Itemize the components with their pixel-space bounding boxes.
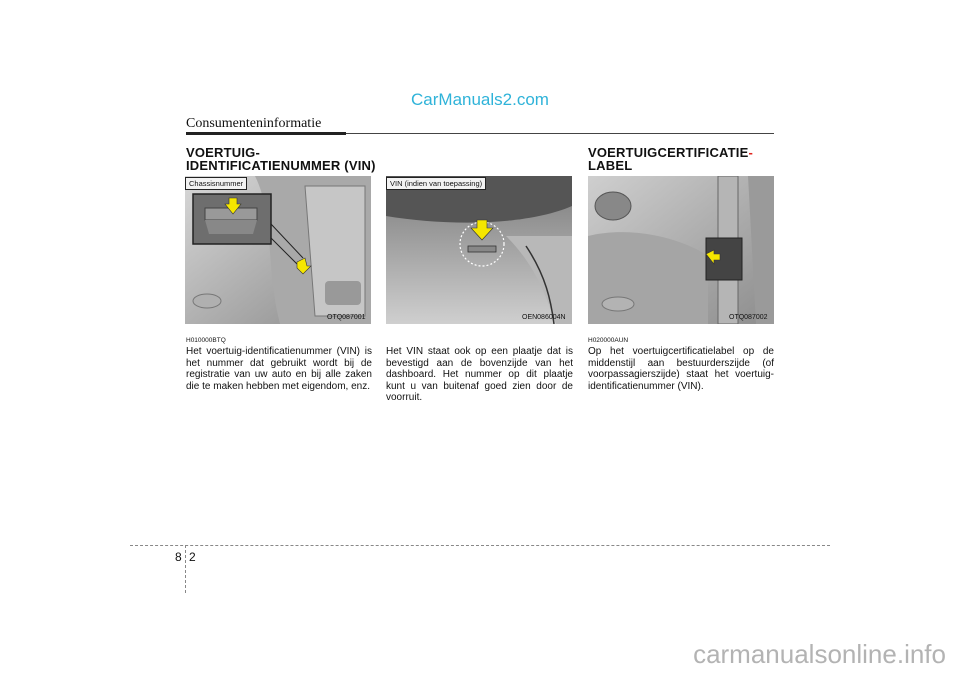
title-bar-thin: [346, 133, 774, 134]
page-number: 2: [189, 550, 196, 564]
paragraph-code-right: H020000AUN: [588, 337, 629, 344]
footer-vertical-rule: [185, 545, 186, 593]
image-code-left: OTQ087001: [327, 314, 366, 321]
image-code-middle: OEN086004N: [522, 314, 566, 321]
footer-dashed-rule: [130, 545, 830, 546]
body-text-right: Op het voertuigcertificatielabel op de middenstijl aan bestuurderszijde (of voorpassagierszijde) staat het voertuig-identificatienummer (VIN).: [588, 346, 774, 392]
paragraph-code-left: H010000BTQ: [186, 337, 226, 344]
heading-cert-line1-text: VOERTUIGCERTIFICATIE: [588, 145, 749, 160]
heading-vin-line2: IDENTIFICATIENUMMER (VIN): [186, 158, 376, 173]
body-text-left: Het voertuig-identificatienummer (VIN) is het nummer dat gebruikt wordt bij de registratie van uw auto en bij alle zaken die te maken hebben met eigendom, enz.: [186, 346, 372, 392]
photo-pillar-label: [588, 176, 774, 324]
photo-label-vin-optional: VIN (indien van toepassing): [386, 177, 486, 190]
section-title: Consumenteninformatie: [186, 116, 322, 131]
heading-certification-label: [588, 146, 753, 172]
photo-dashboard-vin: [386, 176, 572, 324]
watermark-carmanuals2: CarManuals2.com: [411, 90, 549, 109]
heading-vin: [186, 146, 376, 172]
title-bar-thick: [186, 132, 346, 135]
photo-label-chassisnummer: Chassisnummer: [185, 177, 247, 190]
watermark-carmanualsonline: carmanualsonline.info: [693, 639, 946, 669]
heading-cert-line2: LABEL: [588, 158, 633, 173]
body-text-middle: Het VIN staat ook op een plaatje dat is bevestigd aan de bovenzijde van het dashboard. Het nummer op dit plaatje kunt u van buitenaf goed zien door de voorruit.: [386, 346, 573, 403]
image-code-right: OTQ087002: [729, 314, 768, 321]
heading-vin-line1: VOERTUIG-: [186, 145, 261, 160]
photo-chassis-number: [185, 176, 371, 324]
heading-cert-hyphen: -: [748, 145, 754, 160]
chapter-number: 8: [175, 550, 182, 564]
